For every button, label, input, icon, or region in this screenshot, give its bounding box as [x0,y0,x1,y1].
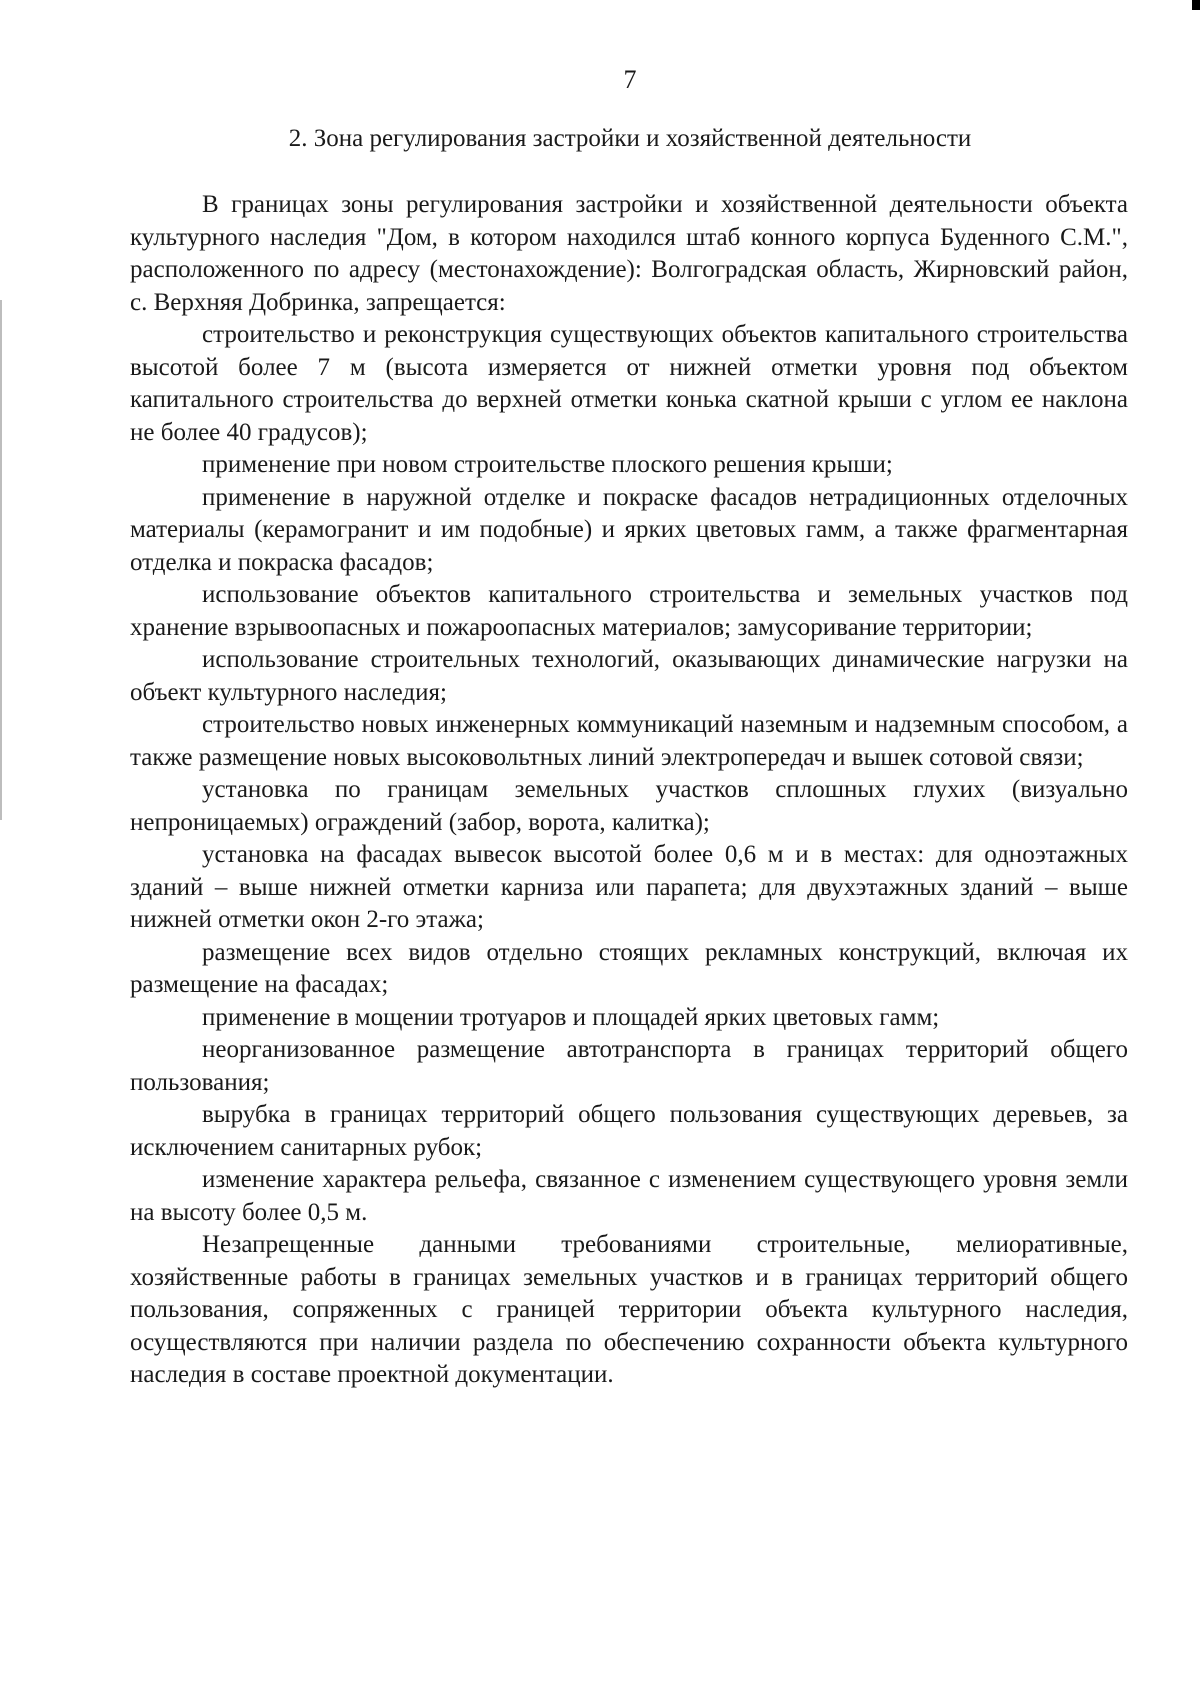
paragraph-item: размещение всех видов отдельно стоящих рекламных конструкций, включая их размещение на фасадах; [130,938,1128,998]
paragraph-item: изменение характера рельефа, связанное с изменением существующего уровня земли на высоту более 0,5 м. [130,1166,1128,1226]
paragraph-item: строительство и реконструкция существующих объектов капитального строительства высотой более 7 м (высота измеряется от нижней отметки уровня под объектом капитального строительства до верхней отметки конька скатной крыши с углом ее наклона не более 40 градусов); [130,321,1128,446]
page-number: 7 [623,65,637,94]
paragraph-item: использование объектов капитального строительства и земельных участков под хранение взрывоопасных и пожароопасных материалов; замусоривание территории; [130,581,1128,641]
paragraph-item: использование строительных технологий, оказывающих динамические нагрузки на объект культурного наследия; [130,646,1128,706]
paragraph-item: вырубка в границах территорий общего пользования существующих деревьев, за исключением санитарных рубок; [130,1101,1128,1161]
paragraph-item: применение в наружной отделке и покраске фасадов нетрадиционных отделочных материалы (керамогранит и им подобные) и ярких цветовых гамм, а также фрагментарная отделка и покраска фасадов; [130,483,1128,576]
section-heading: 2. Зона регулирования застройки и хозяйственной деятельности [288,125,972,152]
document-body [130,189,1128,1392]
paragraph-item: установка по границам земельных участков сплошных глухих (визуально непроницаемых) ограждений (забор, ворота, калитка); [130,776,1128,836]
paragraph-item: применение при новом строительстве плоского решения крыши; [202,451,893,478]
paragraph-intro: В границах зоны регулирования застройки и хозяйственной деятельности объекта культурного наследия "Дом, в котором находился штаб конного корпуса Буденного С.М.", расположенного по адресу (местонахождение): Волгоградская область, Жирновский район, с. Верхняя Добринка, запрещается: [130,191,1128,316]
scan-corner-mark [1192,0,1200,10]
scan-edge-line [0,300,2,820]
paragraph-item: установка на фасадах вывесок высотой более 0,6 м и в местах: для одноэтажных зданий – выше нижней отметки карниза или парапета; для двухэтажных зданий – выше нижней отметки окон 2-го этажа; [130,841,1128,933]
paragraph-item: применение в мощении тротуаров и площадей ярких цветовых гамм; [202,1003,940,1031]
paragraph-item: строительство новых инженерных коммуникаций наземным и надземным способом, а также размещение новых высоковольтных линий электропередач и вышек сотовой связи; [130,711,1128,771]
paragraph-closing: Незапрещенные данными требованиями строительные, мелиоративные, хозяйственные работы в границах земельных участков и в границах территорий общего пользования, сопряженных с границей территории объекта культурного наследия, осуществляются при наличии раздела по обеспечению сохранности объекта культурного наследия в составе проектной документации. [130,1231,1128,1388]
paragraph-item: неорганизованное размещение автотранспорта в границах территорий общего пользования; [130,1036,1128,1096]
